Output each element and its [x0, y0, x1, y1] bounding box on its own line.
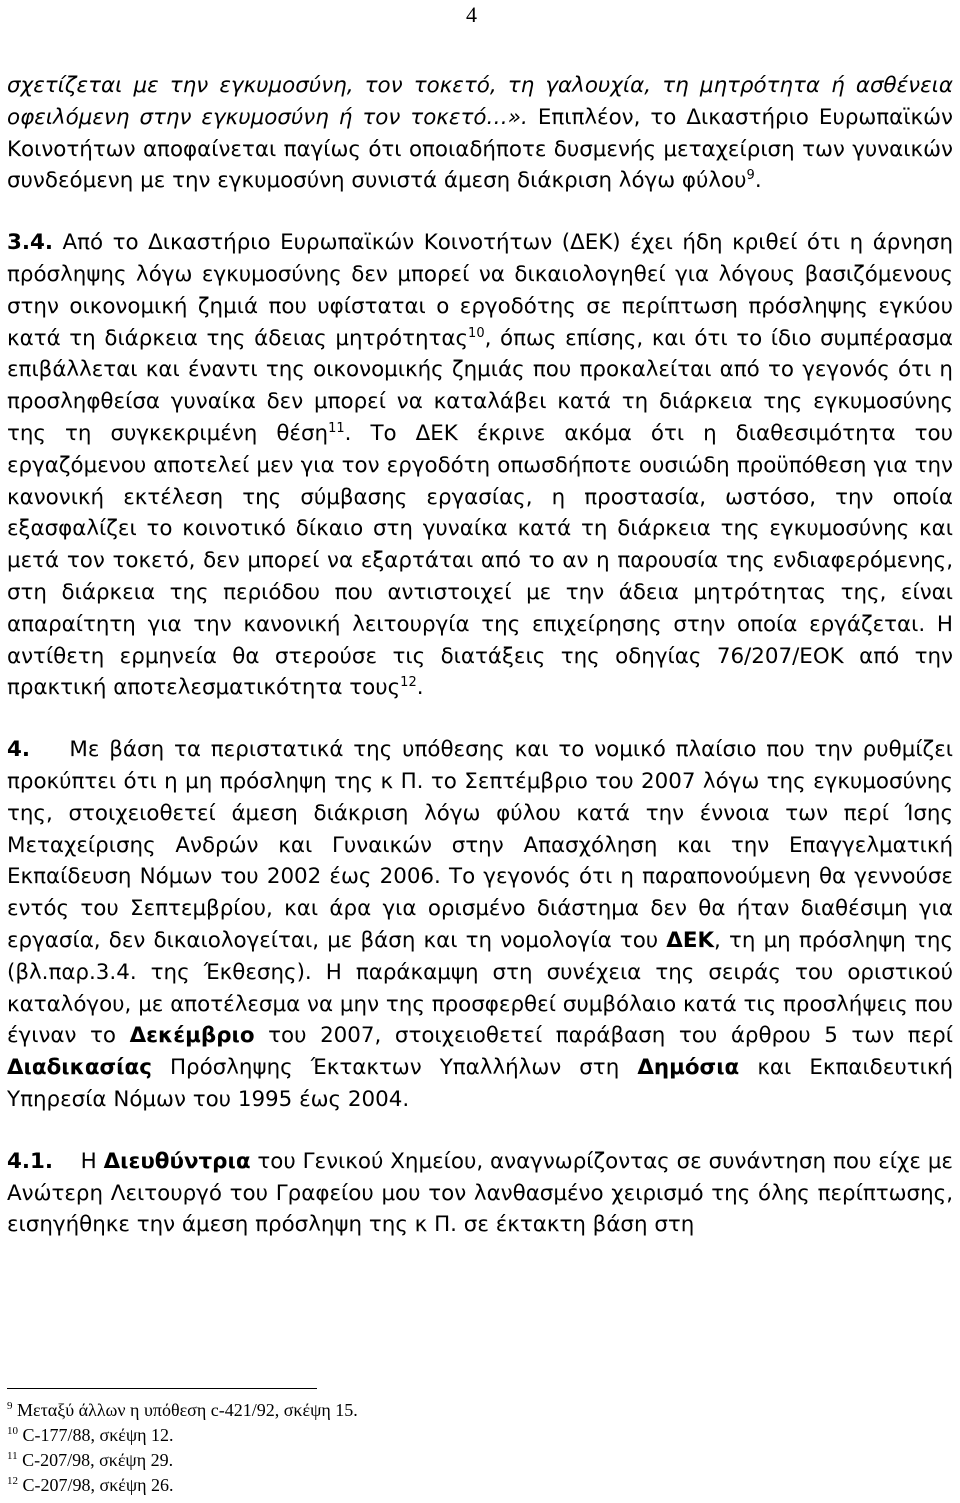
paragraph-bold-text: Διαδικασίας [7, 1055, 152, 1081]
document-body [7, 70, 960, 1241]
paragraph-number: 4. [7, 737, 31, 763]
paragraph-gap [7, 704, 953, 734]
paragraph-gap [7, 197, 953, 227]
footnote-11 [7, 1448, 358, 1473]
footnote-text: C-207/98, σκέψη 29. [17, 1450, 174, 1470]
footnote-separator [7, 1388, 317, 1389]
paragraph-bold-text: Δεκέμβριο [129, 1023, 255, 1049]
intro-tail: . [754, 168, 762, 194]
paragraph-4 [7, 734, 960, 1116]
footnote-text: Μεταξύ άλλων η υπόθεση c-421/92, σκέψη 15. [12, 1400, 358, 1420]
page-number: 4 [466, 2, 477, 27]
paragraph-gap [7, 1116, 953, 1146]
paragraph-text: Από το Δικαστήριο Ευρωπαϊκών Κοινοτήτων (ΔΕΚ) έχει ήδη κριθεί ότι η άρνηση πρόσληψης λόγω εγκυμοσύνης δεν μπορεί να δικαιολογηθεί για λόγους βασιζόμενους στην οικονομική ζημιά που υφίσταται ο εργοδότης σε περίπτωση πρόσληψης εγκύου κατά τη διάρκεια της άδειας μητρότητας [7, 230, 953, 351]
footnote-number: 10 [7, 1425, 18, 1437]
paragraph-number: 4.1. [7, 1148, 54, 1174]
paragraph-text: Με βάση τα περιστατικά της υπόθεσης και το νομικό πλαίσιο που την ρυθμίζει προκύπτει ότι η μη πρόσληψη της κ Π. το Σεπτέμβριο του 2007 λόγω της εγκυμοσύνης της, στοιχειοθετεί άμεση διάκριση λόγω φύλου κατά την έννοια των περί Ίσης Μεταχείρισης Ανδρών και Γυναικών στην Απασχόληση και την Επαγγελματική Εκπαίδευση Νόμων του 2002 έως 2006. Το γεγονός ότι η παραπονούμενη θα γεννούσε εντός του Σεπτεμβρίου, και άρα για ορισμένο διάστημα δεν θα ήταν διαθέσιμη για εργασία, δεν δικαιολογείται, με βάση και τη νομολογία του [7, 737, 960, 953]
paragraph-text: του Γενικού Χημείου, αναγνωρίζοντας σε συνάντηση που είχε με Ανώτερη Λειτουργό του Γραφείου μου τον λανθασμένο χειρισμό της όλης περίπτωσης, εισηγήθηκε την άμεση πρόσληψη της κ Π. σε έκτακτη βάση στη [7, 1148, 960, 1238]
paragraph-text: Πρόσληψης Έκτακτων Υπαλλήλων στη [151, 1055, 638, 1081]
footnote-ref-11[interactable]: 11 [328, 420, 345, 436]
paragraph-bold-text: Διευθύντρια [103, 1148, 251, 1174]
footnote-ref-9[interactable]: 9 [746, 168, 755, 184]
footnote-number: 9 [7, 1400, 13, 1412]
footnote-ref-12[interactable]: 12 [400, 675, 417, 691]
footnote-number: 12 [7, 1475, 18, 1487]
paragraph-text: . Το ΔΕΚ έκρινε ακόμα ότι η διαθεσιμότητα του εργαζόμενου αποτελεί μεν για τον εργοδότη οπωσδήποτε ουσιώδη προϋπόθεση για την κανονική εκτέλεση της σύμβασης εργασίας, η προστασία, ωστόσο, την οποία εξασφαλίζει το κοινοτικό δίκαιο στη γυναίκα κατά τη διάρκεια της εγκυμοσύνης και μετά τον τοκετό, δεν μπορεί να εξαρτάται από το αν η παρουσία της ενδιαφερόμενης, στη διάρκεια της περιόδου που αντιστοιχεί με την άδεια μητρότητας της, είναι απαραίτητη για την κανονική λειτουργία της επιχείρησης στην οποία εργάζεται. Η αντίθετη ερμηνεία θα στερούσε τις διατάξεις της οδηγίας 76/207/ΕΟΚ από την πρακτική αποτελεσματικότητα τους [7, 420, 954, 701]
paragraph-bold-text: Δημόσια [637, 1055, 740, 1081]
paragraph-intro [7, 70, 953, 197]
paragraph-text: , όπως επίσης, και ότι το ίδιο συμπέρασμα επιβάλλεται και έναντι της οικονομικής ζημιάς που προκαλείται από το γεγονός ότι η προσληφθείσα γυναίκα δεν μπορεί να καταλάβει κατά τη διάρκεια της εγκυμοσύνης της τη συγκεκριμένη θέση [7, 325, 953, 446]
paragraph-bold-text: ΔΕΚ [666, 927, 715, 953]
paragraph-number: 3.4. [7, 230, 54, 256]
footnote-text: C-177/88, σκέψη 12. [18, 1425, 174, 1445]
footnotes [7, 1398, 358, 1498]
footnote-9 [7, 1398, 358, 1423]
footnote-number: 11 [7, 1450, 18, 1462]
paragraph-tail: . [416, 675, 424, 701]
footnote-12 [7, 1473, 358, 1498]
paragraph-text: του 2007, στοιχειοθετεί παράβαση του άρθρου 5 των περί [254, 1023, 960, 1049]
paragraph-3-4 [7, 227, 953, 704]
intro-italic-text: σχετίζεται με την εγκυμοσύνη, τον τοκετό, τη γαλουχία, τη μητρότητα ή ασθένεια οφειλόμενη στην εγκυμοσύνη ή τον τοκετό…». [7, 73, 953, 130]
paragraph-4-1 [7, 1146, 960, 1241]
footnote-ref-10[interactable]: 10 [468, 325, 485, 341]
paragraph-text: Η [53, 1148, 104, 1174]
paragraph-text: και Εκπαιδευτική Υπηρεσία Νόμων του 1995 έως 2004. [7, 1055, 960, 1112]
paragraph-text: , τη μη πρόσληψη της (βλ.παρ.3.4. της Έκθεσης). Η παράκαμψη στη συνέχεια της σειράς του οριστικού καταλόγου, με αποτέλεσμα να μην της προσφερθεί συμβόλαιο κατά τις προσλήψεις που έγιναν το [7, 927, 960, 1049]
footnote-text: C-207/98, σκέψη 26. [18, 1475, 174, 1495]
intro-text: Επιπλέον, το Δικαστήριο Ευρωπαϊκών Κοινοτήτων αποφαίνεται παγίως ότι οποιαδήποτε δυσμενής μεταχείριση των γυναικών συνδεόμενη με την εγκυμοσύνη συνιστά άμεση διάκριση λόγω φύλου [7, 104, 953, 194]
footnote-10 [7, 1423, 358, 1448]
